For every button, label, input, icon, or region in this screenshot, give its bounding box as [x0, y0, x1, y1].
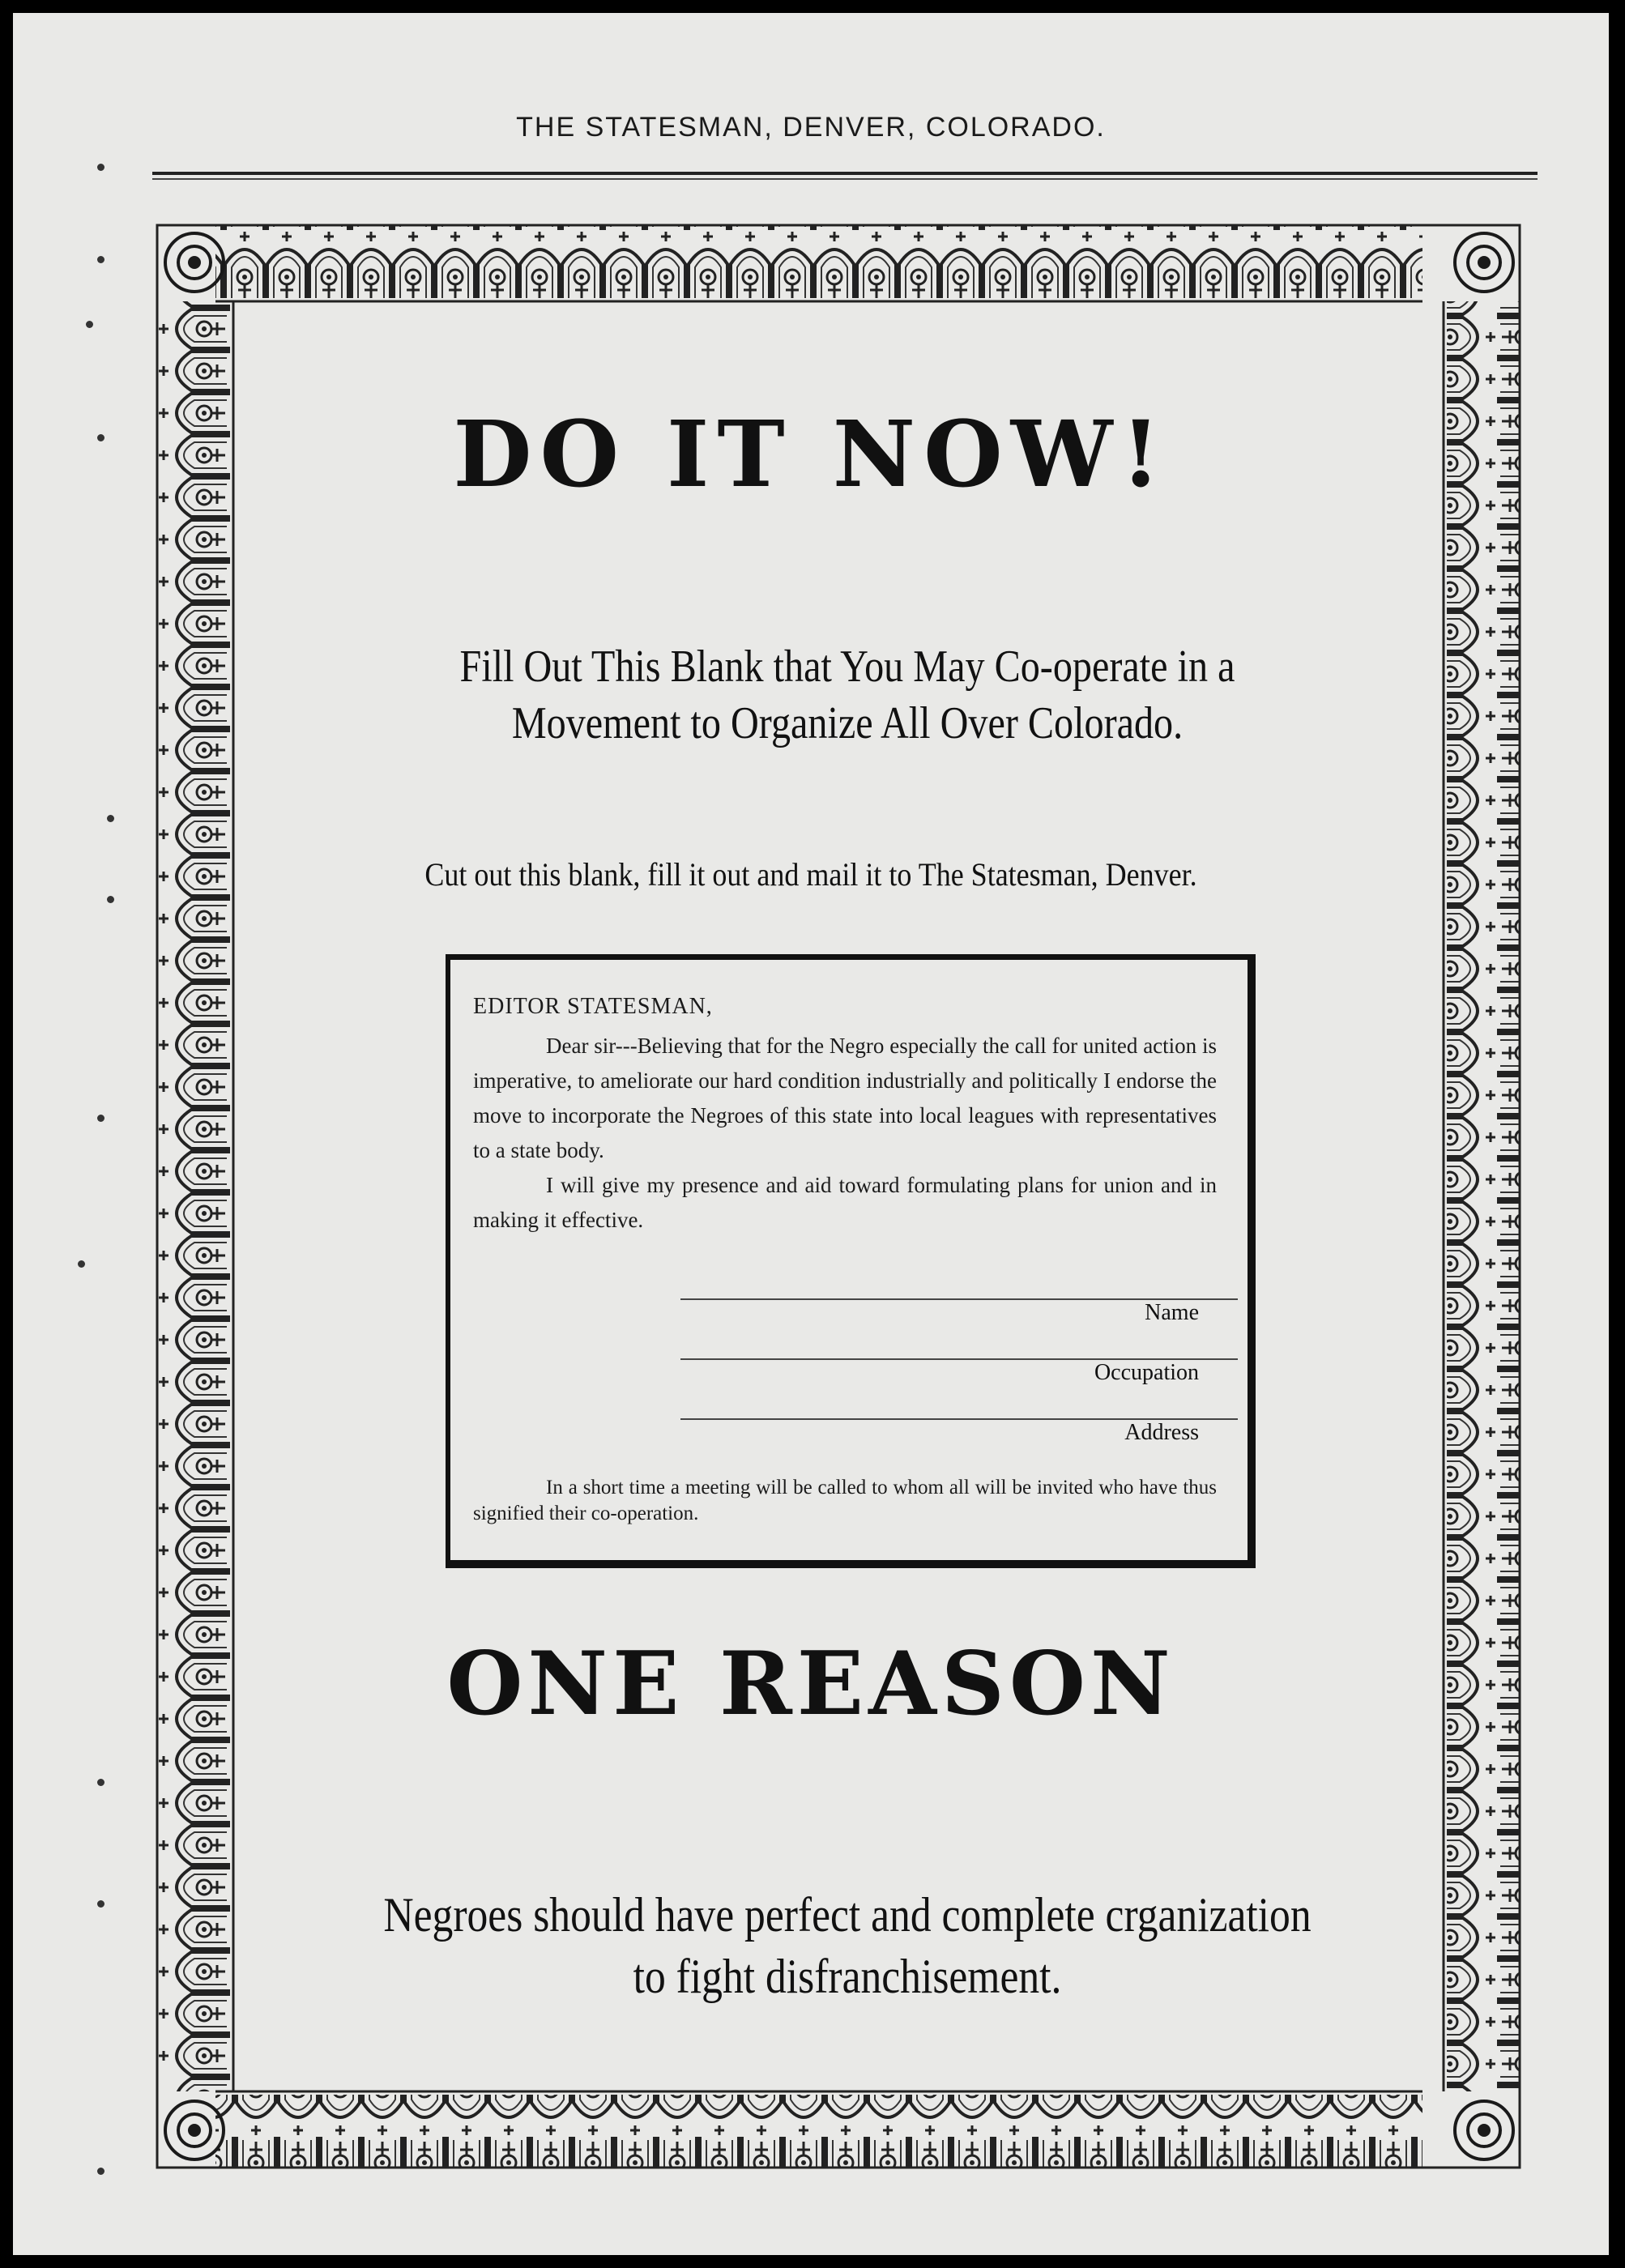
form-closing: In a short time a meeting will be called to whom all will be invited who have thus signified their co-operation.: [473, 1477, 1217, 1524]
headline-one-reason: ONE REASON: [446, 1633, 1175, 1735]
subheadline: Fill Out This Blank that You May Co-operate in a Movement to Organize All Over Colorado.: [459, 642, 1235, 748]
address-label: Address: [1124, 1420, 1199, 1445]
reason-text: Negroes should have perfect and complete crganization to fight disfranchisement.: [383, 1888, 1312, 2003]
masthead: THE STATESMAN, DENVER, COLORADO.: [516, 112, 1106, 143]
name-label: Name: [1145, 1300, 1199, 1325]
form-paragraph-2: I will give my presence and aid toward formulating plans for union and in making it effective.: [473, 1173, 1217, 1232]
form-body: [473, 989, 1217, 1238]
headline-do-it-now: DO IT NOW!: [453, 402, 1169, 508]
occupation-label: Occupation: [1094, 1360, 1199, 1385]
form-salutation: EDITOR STATESMAN,: [473, 994, 713, 1019]
newspaper-page: [13, 13, 1609, 2255]
endorsement-form: [446, 954, 1256, 1568]
form-paragraph-1: Dear sir---Believing that for the Negro especially the call for united action is imperative, to ameliorate our hard condition industrially and politically I endorse the move to incorporate the Negroes of this state into local leagues with representatives to a state body.: [473, 1034, 1217, 1162]
mail-instructions: Cut out this blank, fill it out and mail it to The Statesman, Denver.: [424, 856, 1197, 893]
